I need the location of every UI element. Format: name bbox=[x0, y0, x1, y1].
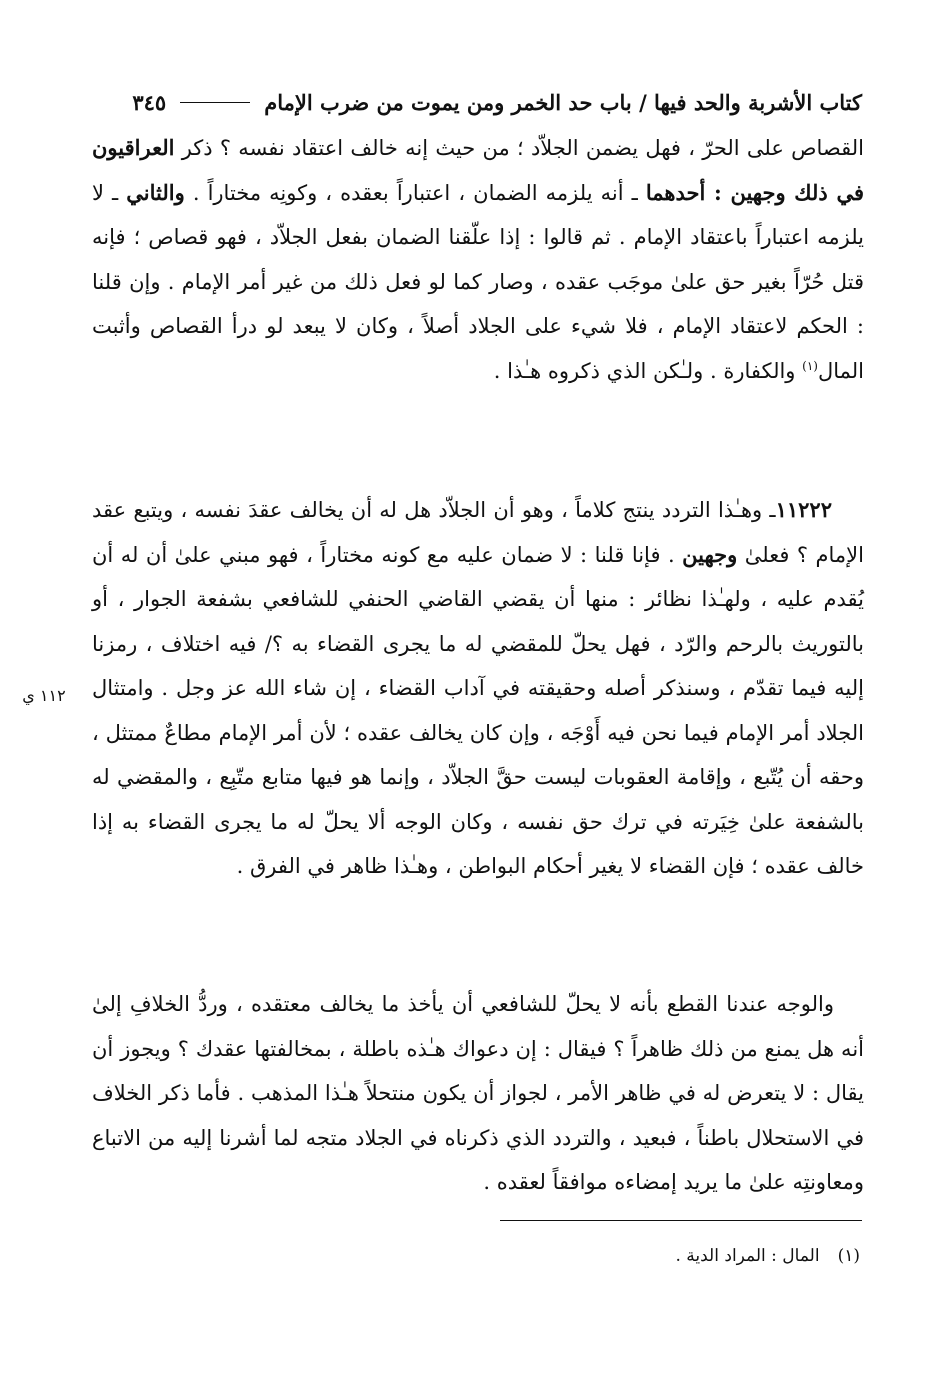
paragraph-3 bbox=[92, 982, 864, 1205]
footnote-marker: (١) bbox=[837, 1246, 860, 1266]
p1-bold-1: العراقيون في ذلك وجهين : أحدهما bbox=[92, 135, 864, 205]
header-rule bbox=[180, 102, 250, 103]
p2-bold-1: وجهين bbox=[682, 541, 738, 567]
paragraph-2 bbox=[92, 488, 864, 889]
p2-text-2: . فإنا قلنا : لا ضمان عليه مع كونه مختاراً ، فهو مبني علىٰ أن له أن يُقدم عليه ، ولهـٰذا نظائر : منها أن يقضي القاضي الحنفي للشافعي بشفعة الجوار ، أو بالتوريث بالرحم والرّد ، فهل يحلّ للمقضي له ما يجرى القضاء به ؟/ فيه اختلاف ، رمزنا إليه فيما تقدّم ، وسنذكر أصله وحقيقته في آداب القضاء ، إن شاء الله عز وجل . وامتثال الجلاد أمر الإمام فيما نحن فيه أَوْجَه ، وإن كان يخالف عقده ؛ لأن أمر الإمام مطاعٌ ممتثل ، وحقه أن يُتّبع ، وإقامة العقوبات ليست حقَّ الجلاّد ، وإنما هو فيها متابع متّبِع ، والمقضي له بالشفعة علىٰ خِيَرته في ترك حق نفسه ، وكان الوجه ألا يحلّ له ما يجرى القضاء به إذا خالف عقده ؛ فإن القضاء لا يغير أحكام البواطن ، وهـٰذا ظاهر في الفرق . bbox=[92, 542, 864, 878]
p2-text-1: ـ وهـٰذا التردد ينتج كلاماً ، وهو أن الجلاّد هل له أن يخالف عقدَ نفسه ، ويتبع عقد الإمام ؟ فعلىٰ bbox=[92, 498, 864, 567]
p1-bold-2: والثاني bbox=[126, 179, 185, 205]
paragraph-1 bbox=[92, 126, 864, 393]
footnote-reference: (١) bbox=[802, 358, 818, 373]
p1-text-3: ـ لا يلزمه اعتباراً باعتقاد الإمام . ثم قالوا : إذا علّقنا الضمان بفعل الجلاّد ، فهو قصاص ؛ فإنه قتل حُرّاً بغير حق علىٰ موجَب عقده ، وصار كما لو فعل ذلك من غير أمر الإمام . وإن قلنا : الحكم لاعتقاد الإمام ، فلا شيء على الجلاد أصلاً ، وكان لا يبعد لو درأ القصاص وأثبت المال bbox=[92, 180, 864, 383]
footnote-divider bbox=[500, 1220, 862, 1221]
p3-text: والوجه عندنا القطع بأنه لا يحلّ للشافعي أن يأخذ ما يخالف معتقده ، وردُّ الخلافِ إلىٰ أنه هل يمنع من ذلك ظاهراً ؟ فيقال : إن دعواك هـٰذه باطلة ، بمخالفتها عقدك ؟ ويجوز أن يقال : لا يتعرض له في ظاهر الأمر ، لجواز أن يكون منتحلاً هـٰذا المذهب . فأما ذكر الخلاف في الاستحلال باطناً ، فبعيد ، والتردد الذي ذكرناه في الجلاد متجه لما أشرنا إليه من الاتباع ومعاونتِه علىٰ ما يريد إمضاءه موافقاً لعقده . bbox=[92, 992, 864, 1194]
footnote bbox=[360, 1246, 860, 1266]
footnote-text: المال : المراد الدية . bbox=[675, 1246, 820, 1266]
manuscript-folio-note: ١١٢ ي bbox=[22, 686, 66, 705]
page-number: ٣٤٥ bbox=[132, 89, 167, 115]
p1-text-2: ـ أنه يلزمه الضمان ، اعتباراً بعقده ، وكونِه مختاراً . bbox=[184, 180, 646, 205]
header-title: كتاب الأشربة والحد فيها / باب حد الخمر ومن يموت من ضرب الإمام bbox=[264, 89, 862, 115]
p1-text-4: والكفارة . ولـٰكن الذي ذكروه هـٰذا . bbox=[493, 358, 803, 383]
running-header bbox=[100, 82, 862, 122]
p1-text-1: القصاص على الحرّ ، فهل يضمن الجلاّد ؛ من حيث إنه خالف اعتقاد نفسه ؟ ذكر bbox=[181, 136, 864, 160]
section-number: ١١٢٢٢ bbox=[775, 497, 832, 522]
